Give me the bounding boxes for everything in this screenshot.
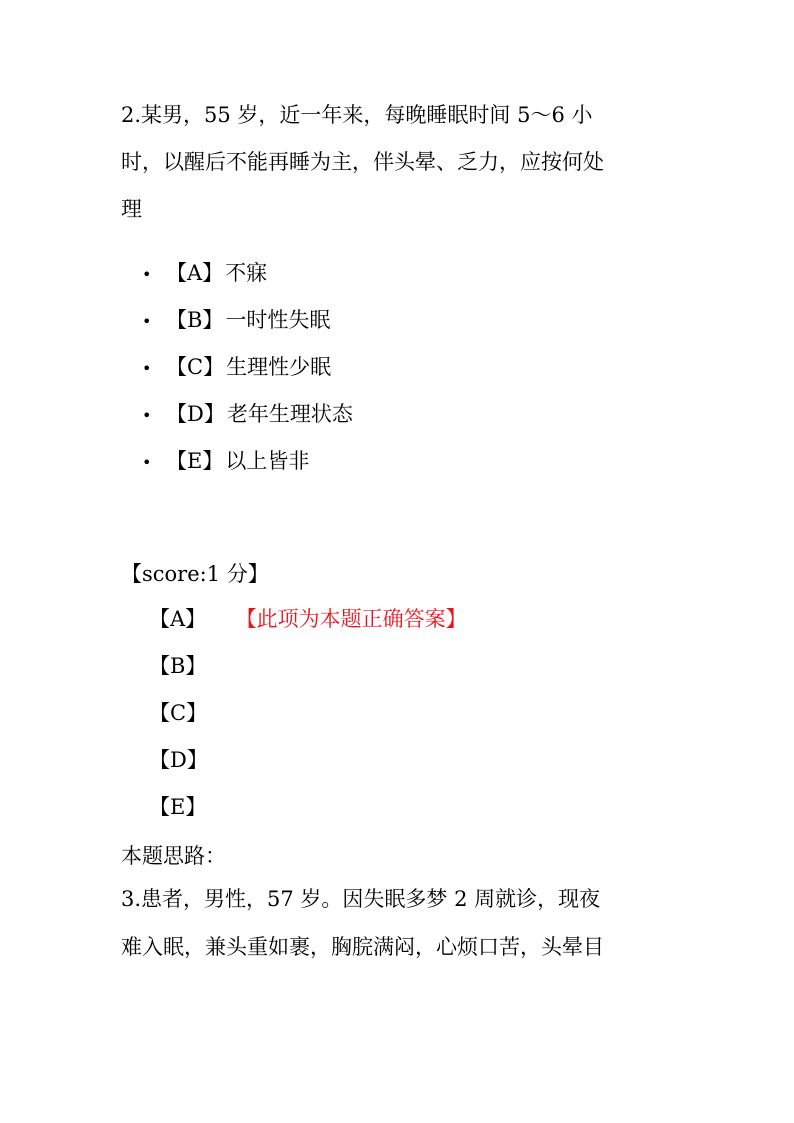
- bullet-icon: •: [142, 359, 152, 378]
- option-b: [142, 305, 353, 352]
- answer-letter: 【B】: [149, 654, 207, 678]
- answer-b: [149, 652, 467, 699]
- answer-letter: 【A】: [149, 607, 207, 631]
- answer-letter: 【C】: [149, 701, 208, 725]
- option-text: 生理性少眠: [226, 355, 332, 379]
- answer-c: [149, 699, 467, 746]
- bullet-icon: •: [142, 265, 152, 284]
- answer-a: [149, 605, 467, 652]
- answer-letter: 【D】: [149, 748, 208, 772]
- option-letter: 【E】: [166, 449, 224, 473]
- option-letter: 【D】: [166, 402, 225, 426]
- answer-list: [149, 605, 467, 840]
- option-text: 一时性失眠: [225, 308, 331, 332]
- question-2-line-1: 2.某男，55 岁，近一年来，每晚睡眠时间 5～6 小: [121, 103, 593, 127]
- question-2-options: [142, 258, 353, 493]
- option-d: [142, 399, 353, 446]
- score-label: 【score:1 分】: [121, 562, 269, 586]
- bullet-icon: •: [142, 453, 152, 472]
- question-3-line-2: 难入眠，兼头重如裹，胸脘满闷，心烦口苦，头晕目: [121, 935, 604, 959]
- option-e: [142, 446, 353, 493]
- correct-answer-marker: 【此项为本题正确答案】: [246, 607, 467, 631]
- option-text: 不寐: [225, 261, 268, 285]
- option-a: [142, 258, 353, 305]
- option-text: 以上皆非: [225, 449, 310, 473]
- option-c: [142, 352, 353, 399]
- answer-e: [149, 793, 467, 840]
- option-letter: 【A】: [166, 261, 224, 285]
- option-text: 老年生理状态: [226, 402, 353, 426]
- bullet-icon: •: [142, 312, 152, 331]
- question-2-line-3: 理: [121, 197, 142, 221]
- bullet-icon: •: [142, 406, 152, 425]
- answer-letter: 【E】: [149, 795, 207, 819]
- reasoning-label: 本题思路：: [121, 844, 226, 868]
- option-letter: 【C】: [166, 355, 225, 379]
- answer-d: [149, 746, 467, 793]
- question-2-line-2: 时，以醒后不能再睡为主，伴头晕、乏力，应按何处: [121, 150, 604, 174]
- option-letter: 【B】: [166, 308, 224, 332]
- question-3-line-1: 3.患者，男性，57 岁。因失眠多梦 2 周就诊，现夜: [121, 887, 601, 911]
